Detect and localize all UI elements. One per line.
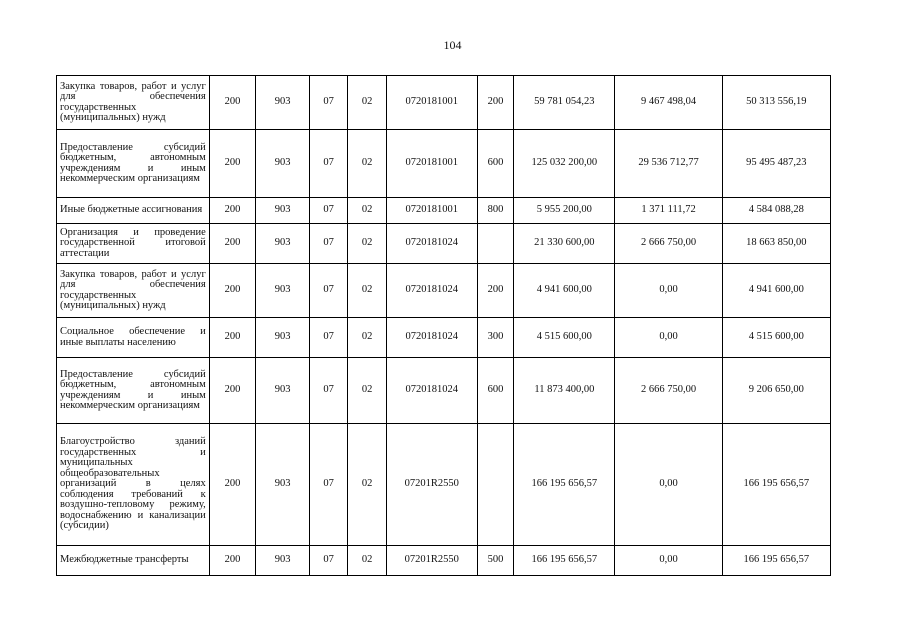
cell-amount-executed: 29 536 712,77 [615, 130, 722, 198]
cell-amount-remaining: 95 495 487,23 [722, 130, 830, 198]
cell-section: 07 [309, 546, 347, 576]
cell-subsection: 02 [348, 224, 386, 264]
cell-amount-remaining: 166 195 656,57 [722, 424, 830, 546]
cell-amount-remaining: 9 206 650,00 [722, 358, 830, 424]
cell-subsection: 02 [348, 76, 386, 130]
cell-amount-executed: 0,00 [615, 424, 722, 546]
cell-subsection: 02 [348, 546, 386, 576]
table-row [57, 224, 831, 264]
cell-expense-type: 600 [477, 130, 513, 198]
cell-amount-remaining: 166 195 656,57 [722, 546, 830, 576]
cell-target-article: 0720181001 [386, 76, 477, 130]
cell-expense-type [477, 224, 513, 264]
cell-target-article: 0720181024 [386, 224, 477, 264]
table-row [57, 198, 831, 224]
cell-amount-remaining: 4 515 600,00 [722, 318, 830, 358]
table-body [57, 76, 831, 576]
cell-amount-planned: 125 032 200,00 [514, 130, 615, 198]
cell-amount-planned: 59 781 054,23 [514, 76, 615, 130]
table-row [57, 264, 831, 318]
cell-amount-executed: 9 467 498,04 [615, 76, 722, 130]
cell-target-article: 0720181024 [386, 358, 477, 424]
cell-amount-planned: 21 330 600,00 [514, 224, 615, 264]
cell-section: 07 [309, 318, 347, 358]
cell-target-article: 07201R2550 [386, 546, 477, 576]
cell-amount-remaining: 4 941 600,00 [722, 264, 830, 318]
cell-expense-type: 600 [477, 358, 513, 424]
cell-amount-planned: 11 873 400,00 [514, 358, 615, 424]
cell-amount-remaining: 18 663 850,00 [722, 224, 830, 264]
cell-admin-code: 903 [256, 76, 310, 130]
cell-target-article: 07201R2550 [386, 424, 477, 546]
cell-admin-code: 903 [256, 264, 310, 318]
cell-amount-executed: 0,00 [615, 264, 722, 318]
table-row [57, 130, 831, 198]
cell-admin-code: 903 [256, 318, 310, 358]
cell-subsection: 02 [348, 318, 386, 358]
cell-section: 07 [309, 224, 347, 264]
table-row [57, 76, 831, 130]
cell-subsection: 02 [348, 264, 386, 318]
row-description: Иные бюджетные ассигнования [57, 198, 210, 224]
page-number: 104 [443, 38, 462, 52]
cell-code: 200 [209, 76, 256, 130]
cell-amount-executed: 1 371 111,72 [615, 198, 722, 224]
cell-subsection: 02 [348, 358, 386, 424]
cell-code: 200 [209, 546, 256, 576]
cell-section: 07 [309, 358, 347, 424]
cell-code: 200 [209, 424, 256, 546]
table-row [57, 358, 831, 424]
table-row [57, 546, 831, 576]
cell-expense-type: 300 [477, 318, 513, 358]
cell-admin-code: 903 [256, 424, 310, 546]
row-description: Социальное обеспечение и иные выплаты населению [57, 318, 210, 358]
cell-admin-code: 903 [256, 358, 310, 424]
row-description: Межбюджетные трансферты [57, 546, 210, 576]
cell-admin-code: 903 [256, 224, 310, 264]
cell-code: 200 [209, 130, 256, 198]
cell-amount-planned: 166 195 656,57 [514, 546, 615, 576]
row-description: Благоустройство зданий государственных и муниципальных общеобразовательных организаций в целях соблюдения требований к воздушно-тепловому режиму, водоснабжению и канализации (субсидии) [57, 424, 210, 546]
cell-admin-code: 903 [256, 546, 310, 576]
cell-target-article: 0720181024 [386, 318, 477, 358]
cell-code: 200 [209, 358, 256, 424]
cell-amount-planned: 166 195 656,57 [514, 424, 615, 546]
table-row [57, 318, 831, 358]
cell-expense-type: 200 [477, 264, 513, 318]
cell-amount-planned: 5 955 200,00 [514, 198, 615, 224]
row-description: Закупка товаров, работ и услуг для обеспечения государственных (муниципальных) нужд [57, 264, 210, 318]
cell-admin-code: 903 [256, 130, 310, 198]
cell-section: 07 [309, 264, 347, 318]
row-description: Организация и проведение государственной итоговой аттестации [57, 224, 210, 264]
budget-table [56, 75, 831, 576]
table-row [57, 424, 831, 546]
cell-section: 07 [309, 130, 347, 198]
cell-amount-remaining: 50 313 556,19 [722, 76, 830, 130]
cell-section: 07 [309, 198, 347, 224]
cell-amount-executed: 2 666 750,00 [615, 358, 722, 424]
cell-code: 200 [209, 198, 256, 224]
cell-code: 200 [209, 224, 256, 264]
cell-amount-remaining: 4 584 088,28 [722, 198, 830, 224]
cell-subsection: 02 [348, 198, 386, 224]
cell-admin-code: 903 [256, 198, 310, 224]
cell-expense-type: 200 [477, 76, 513, 130]
cell-amount-executed: 2 666 750,00 [615, 224, 722, 264]
cell-expense-type: 800 [477, 198, 513, 224]
cell-amount-planned: 4 515 600,00 [514, 318, 615, 358]
cell-subsection: 02 [348, 130, 386, 198]
cell-section: 07 [309, 424, 347, 546]
cell-target-article: 0720181001 [386, 130, 477, 198]
cell-expense-type [477, 424, 513, 546]
cell-code: 200 [209, 264, 256, 318]
cell-amount-executed: 0,00 [615, 318, 722, 358]
row-description: Предоставление субсидий бюджетным, автономным учреждениям и иным некоммерческим организациям [57, 358, 210, 424]
cell-code: 200 [209, 318, 256, 358]
row-description: Закупка товаров, работ и услуг для обеспечения государственных (муниципальных) нужд [57, 76, 210, 130]
cell-expense-type: 500 [477, 546, 513, 576]
cell-amount-planned: 4 941 600,00 [514, 264, 615, 318]
cell-amount-executed: 0,00 [615, 546, 722, 576]
cell-target-article: 0720181024 [386, 264, 477, 318]
cell-target-article: 0720181001 [386, 198, 477, 224]
row-description: Предоставление субсидий бюджетным, автономным учреждениям и иным некоммерческим организациям [57, 130, 210, 198]
cell-section: 07 [309, 76, 347, 130]
cell-subsection: 02 [348, 424, 386, 546]
